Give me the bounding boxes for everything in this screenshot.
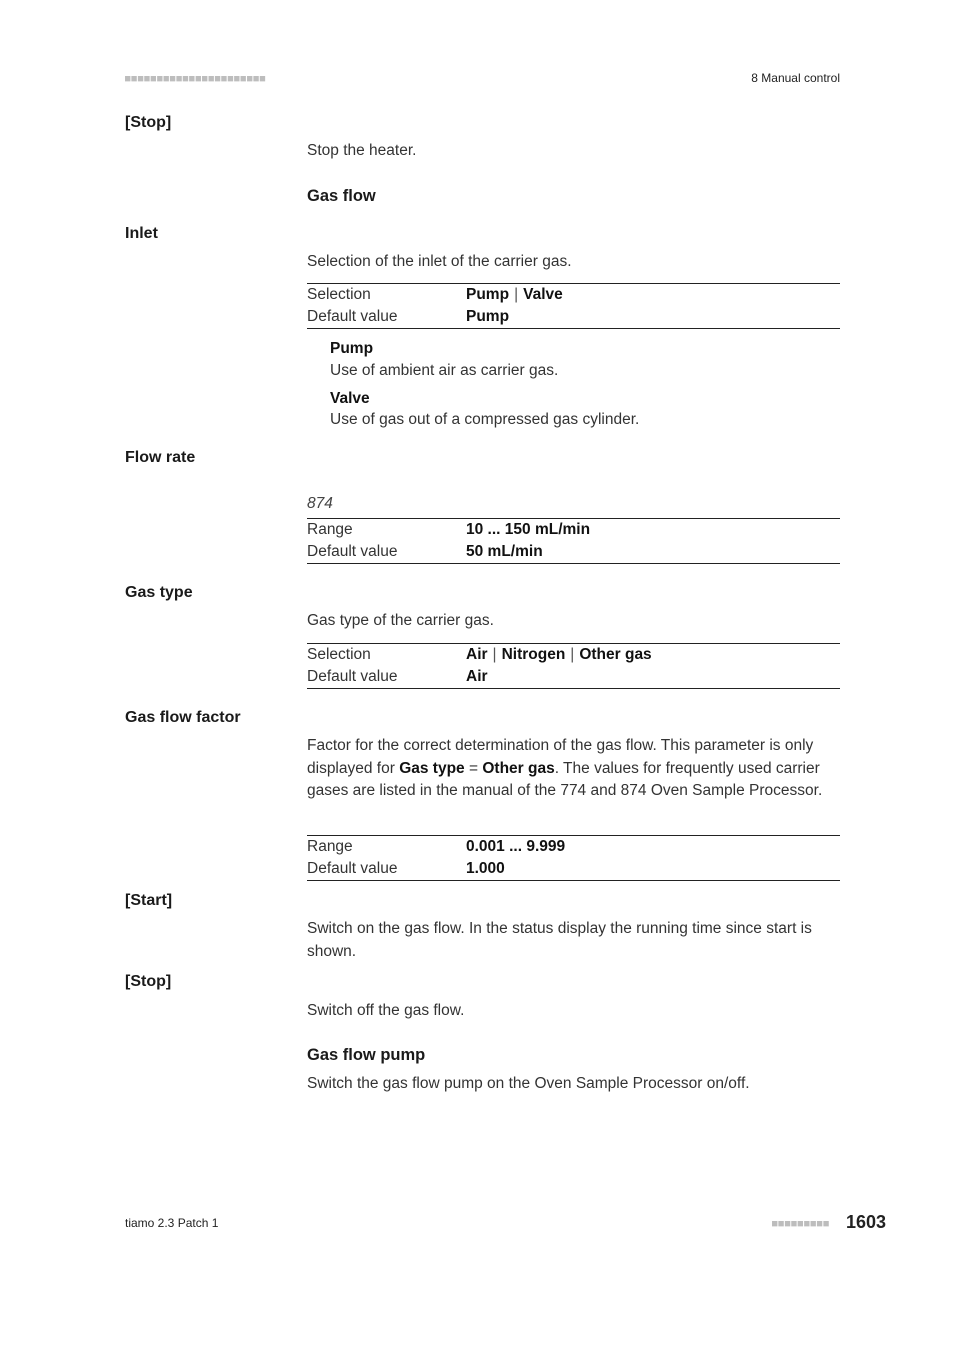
row-key: Default value: [307, 543, 398, 560]
row-key: Default value: [307, 308, 398, 325]
table-row: [307, 666, 840, 688]
option-title-pump: Pump: [330, 340, 374, 357]
row-value: Air: [466, 668, 488, 685]
row-value: Pump: [466, 286, 510, 303]
term-gas-flow-factor: Gas flow factor: [125, 709, 241, 726]
row-key: Default value: [307, 860, 398, 877]
row-value: 0.001 ... 9.999: [466, 838, 566, 855]
row-key: Selection: [307, 286, 371, 303]
row-value: Other gas: [579, 646, 652, 663]
option-desc-valve: Use of gas out of a compressed gas cylinder.: [330, 411, 640, 428]
row-key: Selection: [307, 646, 371, 663]
desc-bold: Gas type: [399, 759, 465, 777]
term-gas-type: Gas type: [125, 584, 193, 601]
page-number: 1603: [846, 1212, 887, 1232]
start-gas-flow-description: Switch on the gas flow. In the status display the running time since start is shown.: [307, 920, 812, 960]
section-heading-gas-flow-pump: Gas flow pump: [307, 1046, 426, 1064]
row-value: Pump: [466, 308, 510, 325]
row-value: Air: [466, 646, 488, 663]
term-stop-gas-flow: [Stop]: [125, 973, 172, 990]
desc-bold: Other gas: [482, 759, 555, 777]
table-row: Selection Pump | Valve: [307, 284, 840, 306]
row-key: Default value: [307, 668, 398, 685]
table-row: Selection Air | Nitrogen | Other gas: [307, 644, 840, 666]
option-desc-pump: Use of ambient air as carrier gas.: [330, 362, 559, 379]
inlet-parameter-table: [307, 283, 840, 329]
row-value: Valve: [523, 286, 563, 303]
table-row: [307, 541, 840, 563]
row-key: Range: [307, 838, 353, 855]
option-title-valve: Valve: [330, 390, 370, 407]
gas-flow-factor-description: [307, 735, 840, 803]
chapter-title: 8 Manual control: [751, 71, 840, 85]
term-stop-heater: [Stop]: [125, 114, 172, 131]
desc-text: Factor for the correct determination of the gas flow. This parameter is only displayed for: [307, 737, 814, 777]
row-value: 10 ... 150 mL/min: [466, 521, 591, 538]
section-heading-gas-flow: Gas flow: [307, 187, 376, 205]
gas-flow-pump-description: Switch the gas flow pump on the Oven Sample Processor on/off.: [307, 1075, 750, 1092]
table-row: [307, 836, 840, 858]
product-version: tiamo 2.3 Patch 1: [125, 1216, 219, 1230]
row-value: 1.000: [466, 860, 505, 877]
term-inlet: Inlet: [125, 225, 158, 242]
gas-type-description: Gas type of the carrier gas.: [307, 612, 494, 629]
term-start-gas-flow: [Start]: [125, 892, 173, 909]
table-row: [307, 858, 840, 880]
term-flow-rate: Flow rate: [125, 449, 196, 466]
row-value: 50 mL/min: [466, 543, 543, 560]
desc-text: . The values for frequently used carrier gases are listed in the manual of the 774 and 874 Oven Sample Processor.: [307, 759, 823, 799]
row-key: Range: [307, 521, 353, 538]
row-value: Nitrogen: [501, 646, 566, 663]
footer-decoration: ■■■■■■■■■: [772, 1219, 830, 1229]
inlet-description: Selection of the inlet of the carrier gas.: [307, 253, 572, 270]
flow-rate-parameter-table: [307, 518, 840, 564]
gas-type-parameter-table: [307, 643, 840, 689]
table-row: [307, 519, 840, 541]
desc-text: =: [464, 759, 483, 777]
table-row: [307, 306, 840, 328]
device-note: 874: [307, 495, 333, 512]
stop-heater-description: Stop the heater.: [307, 142, 417, 159]
stop-gas-flow-description: Switch off the gas flow.: [307, 1002, 465, 1019]
header-decoration: ■■■■■■■■■■■■■■■■■■■■■■: [125, 74, 267, 84]
gas-flow-factor-parameter-table: [307, 835, 840, 881]
